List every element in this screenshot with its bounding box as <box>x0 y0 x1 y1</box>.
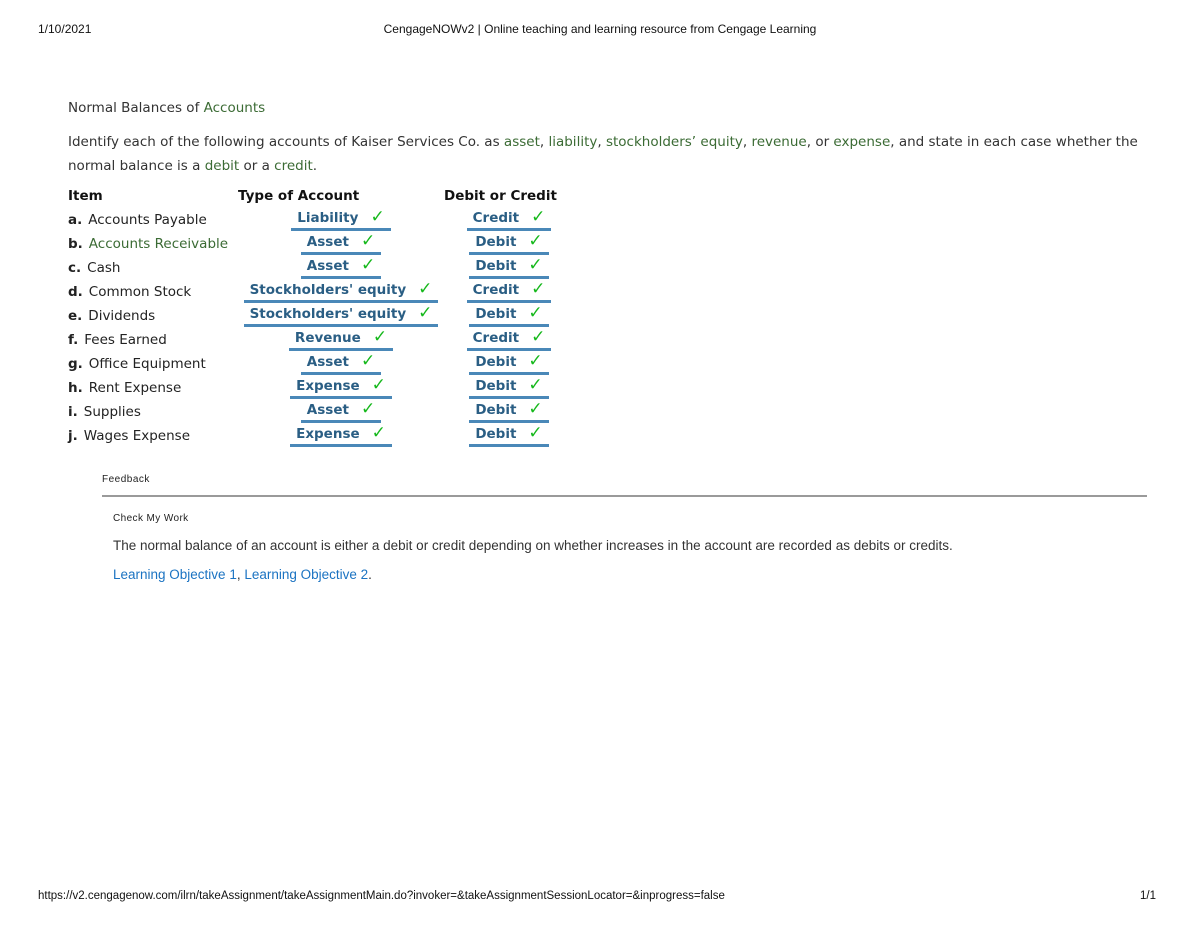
type-answer-dropdown[interactable] <box>290 377 392 399</box>
dc-cell <box>444 208 574 232</box>
table-row <box>68 376 574 400</box>
dc-cell <box>444 304 574 328</box>
correct-check-icon: ✓ <box>418 279 433 299</box>
item-cell <box>68 352 238 376</box>
item-letter: a. <box>68 212 83 228</box>
item-cell <box>68 256 238 280</box>
item-name: Rent Expense <box>88 380 182 396</box>
learning-objective-1-link[interactable]: Learning Objective 1 <box>113 567 237 582</box>
glossary-term-liability[interactable]: liability <box>548 134 598 150</box>
item-cell <box>68 328 238 352</box>
item-letter: f. <box>68 332 79 348</box>
header-item: Item <box>68 188 103 204</box>
intro-sep-3: , <box>742 134 752 150</box>
table-row <box>68 232 574 256</box>
lo-separator: , <box>236 567 245 582</box>
print-page-number: 1/1 <box>1140 890 1156 902</box>
dc-answer-value: Debit <box>475 402 517 418</box>
table-row <box>68 280 574 304</box>
accounts-table <box>68 184 574 448</box>
correct-check-icon: ✓ <box>528 399 543 419</box>
intro-text-4: . <box>312 158 318 174</box>
problem-panel <box>68 100 1158 448</box>
type-answer-dropdown[interactable] <box>301 353 381 375</box>
type-cell <box>238 328 444 352</box>
item-name: Accounts Payable <box>88 212 207 228</box>
dc-answer-dropdown[interactable] <box>469 257 548 279</box>
type-cell <box>238 400 444 424</box>
correct-check-icon: ✓ <box>360 255 376 275</box>
feedback-body <box>113 513 1147 582</box>
type-answer-dropdown[interactable] <box>301 257 381 279</box>
type-answer-value: Expense <box>296 378 360 394</box>
dc-cell <box>444 376 574 400</box>
glossary-term-debit[interactable]: debit <box>204 158 240 174</box>
dc-answer-value: Credit <box>472 210 520 226</box>
accounts-table-body <box>68 208 574 448</box>
correct-check-icon: ✓ <box>531 279 546 299</box>
intro-text-2: , and state in each case whether the normal balance is a <box>68 134 1138 174</box>
item-cell <box>68 304 238 328</box>
type-answer-value: Expense <box>296 426 360 442</box>
correct-check-icon: ✓ <box>418 303 433 323</box>
dc-cell <box>444 256 574 280</box>
item-name: Supplies <box>83 404 141 420</box>
intro-sep-1: , <box>539 134 549 150</box>
type-answer-value: Asset <box>306 234 349 250</box>
table-row <box>68 400 574 424</box>
type-cell <box>238 208 444 232</box>
correct-check-icon: ✓ <box>371 423 386 443</box>
type-answer-dropdown[interactable] <box>301 233 381 255</box>
item-cell <box>68 424 238 448</box>
dc-answer-value: Debit <box>475 234 517 250</box>
correct-check-icon: ✓ <box>370 207 385 227</box>
type-cell <box>238 280 444 304</box>
type-cell <box>238 256 444 280</box>
dc-answer-dropdown[interactable] <box>467 209 552 231</box>
table-row <box>68 352 574 376</box>
print-date: 1/10/2021 <box>38 22 92 36</box>
type-answer-dropdown[interactable] <box>244 305 439 327</box>
intro-text-1: Identify each of the following accounts of Kaiser Services Co. as <box>68 134 504 150</box>
correct-check-icon: ✓ <box>372 327 388 347</box>
correct-check-icon: ✓ <box>360 351 376 371</box>
item-letter: g. <box>68 356 83 372</box>
correct-check-icon: ✓ <box>531 207 546 227</box>
correct-check-icon: ✓ <box>360 399 376 419</box>
dc-cell <box>444 400 574 424</box>
item-cell <box>68 208 238 232</box>
glossary-term-asset[interactable]: asset <box>503 134 540 150</box>
type-cell <box>238 352 444 376</box>
feedback-text: The normal balance of an account is either a debit or credit depending on whether increases in the account are recorded as debits or credits. <box>113 538 953 553</box>
type-answer-value: Liability <box>297 210 359 226</box>
type-cell <box>238 424 444 448</box>
type-answer-dropdown[interactable] <box>290 425 392 447</box>
correct-check-icon: ✓ <box>528 423 543 443</box>
type-answer-value: Asset <box>306 354 349 370</box>
learning-objectives <box>113 567 1147 582</box>
correct-check-icon: ✓ <box>360 231 376 251</box>
item-name: Dividends <box>88 308 156 324</box>
type-answer-value: Asset <box>306 402 349 418</box>
problem-instructions <box>68 130 1158 178</box>
table-row <box>68 328 574 352</box>
correct-check-icon: ✓ <box>531 327 546 347</box>
item-name: Cash <box>87 260 121 276</box>
table-row <box>68 304 574 328</box>
feedback-label: Feedback <box>102 474 150 485</box>
item-name: Common Stock <box>88 284 192 300</box>
dc-answer-dropdown[interactable] <box>469 425 548 447</box>
type-cell <box>238 304 444 328</box>
item-letter: b. <box>68 236 83 252</box>
item-letter: j. <box>68 428 78 444</box>
type-answer-value: Revenue <box>294 330 361 346</box>
table-row <box>68 208 574 232</box>
glossary-term-revenue[interactable]: revenue <box>751 134 807 150</box>
dc-answer-value: Debit <box>475 378 517 394</box>
dc-answer-value: Credit <box>472 282 520 298</box>
learning-objective-2-link[interactable]: Learning Objective 2 <box>244 567 369 582</box>
glossary-term-credit[interactable]: credit <box>274 158 313 174</box>
header-debit-or-credit: Debit or Credit <box>444 188 557 204</box>
item-name-glossary-link[interactable]: Accounts Receivable <box>88 236 229 252</box>
item-letter: e. <box>68 308 83 324</box>
type-answer-value: Stockholders' equity <box>249 306 407 322</box>
table-row <box>68 424 574 448</box>
item-cell <box>68 280 238 304</box>
intro-text-3: or a <box>239 158 275 174</box>
correct-check-icon: ✓ <box>371 375 386 395</box>
type-answer-value: Asset <box>306 258 349 274</box>
dc-cell <box>444 328 574 352</box>
item-name: Office Equipment <box>88 356 206 372</box>
dc-answer-value: Credit <box>472 330 520 346</box>
glossary-term-stockholders-equity[interactable]: stockholders’ equity <box>605 134 743 150</box>
item-letter: c. <box>68 260 82 276</box>
correct-check-icon: ✓ <box>528 231 543 251</box>
item-name: Wages Expense <box>83 428 191 444</box>
dc-cell <box>444 352 574 376</box>
table-header-row <box>68 184 574 208</box>
feedback-section <box>102 474 1147 582</box>
glossary-term-accounts[interactable]: Accounts <box>203 100 266 116</box>
dc-answer-dropdown[interactable] <box>467 281 552 303</box>
print-url: https://v2.cengagenow.com/ilrn/takeAssignment/takeAssignmentMain.do?invoker=&takeAssignmentSessionLocator=&inprogress=false <box>38 890 725 902</box>
dc-answer-dropdown[interactable] <box>469 233 548 255</box>
table-row <box>68 256 574 280</box>
type-answer-dropdown[interactable] <box>301 401 381 423</box>
correct-check-icon: ✓ <box>528 375 543 395</box>
dc-cell <box>444 424 574 448</box>
type-cell <box>238 232 444 256</box>
header-type-of-account: Type of Account <box>238 188 360 204</box>
item-cell <box>68 400 238 424</box>
item-letter: i. <box>68 404 78 420</box>
intro-sep-4: , or <box>806 134 834 150</box>
dc-answer-dropdown[interactable] <box>467 329 552 351</box>
dc-answer-dropdown[interactable] <box>469 377 548 399</box>
correct-check-icon: ✓ <box>528 351 543 371</box>
dc-cell <box>444 280 574 304</box>
dc-answer-dropdown[interactable] <box>469 401 548 423</box>
item-cell <box>68 376 238 400</box>
print-page-title: CengageNOWv2 | Online teaching and learning resource from Cengage Learning <box>383 22 817 36</box>
dc-answer-dropdown[interactable] <box>469 353 548 375</box>
type-answer-dropdown[interactable] <box>289 329 393 351</box>
correct-check-icon: ✓ <box>528 303 543 323</box>
lo-period: . <box>368 567 372 582</box>
dc-answer-value: Debit <box>475 426 517 442</box>
type-answer-value: Stockholders' equity <box>249 282 407 298</box>
item-name: Fees Earned <box>84 332 167 348</box>
type-cell <box>238 376 444 400</box>
item-letter: h. <box>68 380 83 396</box>
correct-check-icon: ✓ <box>528 255 543 275</box>
item-cell <box>68 232 238 256</box>
dc-answer-value: Debit <box>475 306 517 322</box>
dc-answer-value: Debit <box>475 258 517 274</box>
feedback-divider <box>102 495 1147 497</box>
item-letter: d. <box>68 284 83 300</box>
type-answer-dropdown[interactable] <box>291 209 390 231</box>
glossary-term-expense[interactable]: expense <box>833 134 891 150</box>
intro-sep-2: , <box>597 134 606 150</box>
type-answer-dropdown[interactable] <box>244 281 439 303</box>
title-prefix: Normal Balances of <box>68 100 204 116</box>
dc-answer-dropdown[interactable] <box>469 305 548 327</box>
check-my-work-heading: Check My Work <box>113 513 189 524</box>
dc-cell <box>444 232 574 256</box>
problem-title <box>68 100 1158 116</box>
dc-answer-value: Debit <box>475 354 517 370</box>
